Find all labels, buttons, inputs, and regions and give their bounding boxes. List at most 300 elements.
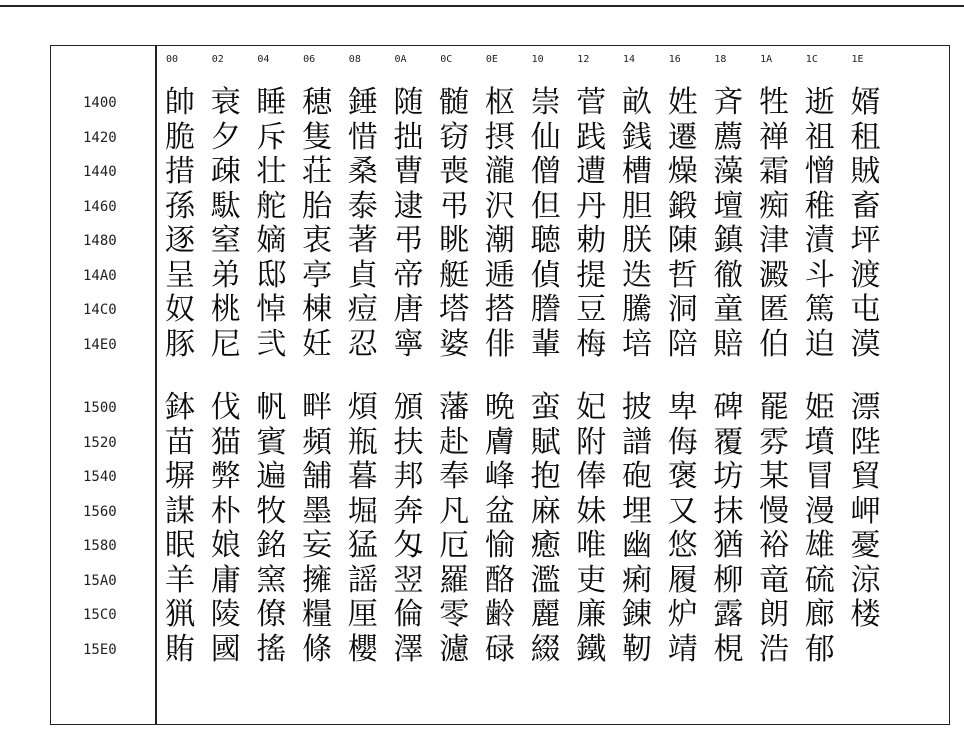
kanji-glyph: 姓 — [667, 85, 698, 120]
kanji-glyph: 澤 — [393, 631, 424, 667]
kanji-glyph: 壮 — [256, 154, 287, 189]
kanji-glyph: 搖 — [256, 631, 287, 667]
kanji-glyph: 埋 — [622, 493, 652, 529]
row-label: 15C0 — [83, 607, 117, 623]
column-header: 08 — [348, 54, 361, 65]
kanji-glyph: 聴 — [530, 223, 561, 258]
kanji-glyph: 雄 — [804, 528, 835, 563]
kanji-glyph: 棟 — [302, 292, 333, 327]
kanji-glyph: 厄 — [439, 528, 470, 563]
kanji-glyph: 蛮 — [530, 390, 561, 425]
kanji-glyph: 譜 — [622, 424, 652, 460]
kanji-glyph: 齢 — [484, 597, 515, 632]
kanji-glyph: 伐 — [210, 390, 241, 425]
kanji-glyph: 澱 — [759, 257, 790, 293]
column-header: 1E — [851, 54, 864, 65]
kanji-glyph: 牲 — [759, 85, 790, 120]
kanji-glyph: 洞 — [667, 292, 698, 327]
row-label: 1420 — [83, 129, 117, 146]
kanji-glyph: 娘 — [210, 528, 241, 563]
character-row — [160, 120, 900, 156]
character-row — [160, 459, 900, 495]
kanji-glyph: 柳 — [713, 562, 744, 598]
kanji-glyph: 猶 — [713, 528, 744, 563]
kanji-glyph: 郁 — [804, 631, 835, 667]
kanji-glyph: 賓 — [256, 424, 287, 460]
column-header: 0E — [485, 54, 498, 65]
kanji-glyph: 慢 — [759, 493, 790, 529]
kanji-glyph: 祖 — [804, 119, 835, 155]
kanji-glyph: 苗 — [165, 424, 195, 460]
kanji-glyph: 豚 — [165, 326, 195, 362]
kanji-glyph: 篤 — [804, 292, 835, 327]
kanji-glyph: 硫 — [804, 562, 835, 598]
column-header: 0A — [394, 54, 407, 65]
kanji-glyph: 鐵 — [576, 631, 607, 667]
character-row — [160, 85, 900, 121]
kanji-glyph: 枢 — [484, 85, 515, 120]
kanji-glyph: 陛 — [850, 424, 881, 460]
kanji-glyph: 墳 — [804, 424, 835, 460]
character-row — [160, 563, 900, 599]
kanji-glyph: 荘 — [302, 154, 333, 189]
kanji-glyph: 濾 — [439, 631, 470, 667]
character-row — [160, 632, 900, 668]
kanji-glyph: 髄 — [439, 85, 470, 120]
kanji-glyph: 哲 — [667, 257, 698, 293]
kanji-glyph: 呈 — [165, 257, 195, 293]
column-header: 04 — [257, 54, 270, 65]
kanji-glyph: 羅 — [439, 562, 470, 598]
kanji-glyph: 夕 — [210, 119, 241, 155]
kanji-glyph: 租 — [850, 119, 881, 155]
kanji-glyph: 培 — [622, 326, 652, 362]
character-row — [160, 189, 900, 225]
label-column-divider — [155, 45, 157, 725]
kanji-glyph: 藻 — [713, 154, 744, 189]
kanji-glyph: 愉 — [484, 528, 515, 563]
kanji-glyph: 艇 — [439, 257, 470, 293]
column-header: 1A — [760, 54, 773, 65]
kanji-glyph: 謄 — [530, 292, 561, 327]
kanji-glyph: 邸 — [256, 257, 287, 293]
kanji-glyph: 鎮 — [713, 223, 744, 258]
kanji-glyph: 砲 — [622, 459, 652, 494]
kanji-glyph: 帥 — [165, 85, 195, 120]
kanji-glyph: 霜 — [759, 154, 790, 189]
kanji-glyph: 麗 — [530, 597, 561, 632]
kanji-glyph: 廊 — [804, 597, 835, 632]
kanji-glyph: 頻 — [302, 424, 333, 460]
kanji-glyph: 碑 — [713, 390, 744, 425]
row-label: 14A0 — [83, 267, 117, 284]
kanji-glyph: 浩 — [759, 631, 790, 667]
kanji-glyph: 梘 — [713, 631, 744, 667]
kanji-glyph: 亭 — [302, 257, 333, 293]
kanji-glyph: 喪 — [439, 154, 470, 189]
kanji-glyph: 偵 — [530, 257, 561, 293]
kanji-glyph: 牧 — [256, 493, 287, 529]
kanji-glyph: 徹 — [713, 257, 744, 293]
kanji-glyph: 倫 — [393, 597, 424, 632]
kanji-glyph: 鉢 — [165, 390, 195, 425]
kanji-glyph: 僧 — [530, 154, 561, 189]
kanji-glyph: 羊 — [165, 562, 195, 598]
kanji-glyph: 塔 — [439, 292, 470, 327]
kanji-glyph: 寧 — [393, 326, 424, 362]
kanji-glyph: 随 — [393, 85, 424, 120]
kanji-glyph: 翌 — [393, 562, 424, 598]
kanji-glyph: 嫡 — [256, 223, 287, 258]
kanji-glyph: 沢 — [484, 188, 515, 224]
kanji-glyph: 漫 — [804, 493, 835, 529]
kanji-glyph: 燥 — [667, 154, 698, 189]
kanji-glyph: 弔 — [393, 223, 424, 258]
kanji-glyph: 衷 — [302, 223, 333, 258]
character-row — [160, 425, 900, 461]
kanji-glyph: 迭 — [622, 257, 652, 293]
kanji-glyph: 堀 — [347, 493, 378, 529]
kanji-glyph: 竜 — [759, 562, 790, 598]
kanji-glyph: 逐 — [165, 223, 195, 258]
kanji-glyph: 痴 — [759, 188, 790, 224]
kanji-glyph: 匿 — [759, 292, 790, 327]
kanji-glyph: 禅 — [759, 119, 790, 155]
kanji-glyph: 窒 — [210, 223, 241, 258]
kanji-glyph: 婆 — [439, 326, 470, 362]
column-header: 18 — [714, 54, 727, 65]
column-header: 06 — [303, 54, 316, 65]
character-row — [160, 223, 900, 259]
kanji-glyph: 俳 — [484, 326, 515, 362]
kanji-glyph: 痘 — [347, 292, 378, 327]
kanji-glyph: 眠 — [165, 528, 195, 563]
kanji-glyph: 鍛 — [667, 188, 698, 224]
kanji-glyph: 瓶 — [347, 424, 378, 460]
kanji-glyph: 仙 — [530, 119, 561, 155]
kanji-glyph: 胆 — [622, 188, 652, 224]
kanji-glyph: 綴 — [530, 631, 561, 667]
kanji-glyph: 抱 — [530, 459, 561, 494]
kanji-glyph: 賊 — [850, 154, 881, 189]
kanji-glyph: 覆 — [713, 424, 744, 460]
kanji-glyph: 梅 — [576, 326, 607, 362]
kanji-glyph: 朴 — [210, 493, 241, 529]
kanji-glyph: 拙 — [393, 119, 424, 155]
kanji-glyph: 匁 — [393, 528, 424, 563]
kanji-glyph: 斉 — [713, 85, 744, 120]
kanji-glyph: 憎 — [804, 154, 835, 189]
kanji-glyph: 陪 — [667, 326, 698, 362]
top-rule — [0, 5, 964, 7]
kanji-glyph: 摂 — [484, 119, 515, 155]
kanji-glyph: 舗 — [302, 459, 333, 494]
kanji-glyph: 妹 — [576, 493, 607, 529]
kanji-glyph: 曹 — [393, 154, 424, 189]
kanji-glyph: 岬 — [850, 493, 881, 529]
kanji-glyph: 帝 — [393, 257, 424, 293]
kanji-glyph: 謡 — [347, 562, 378, 598]
kanji-glyph: 錘 — [347, 85, 378, 120]
character-row — [160, 154, 900, 190]
kanji-glyph: 又 — [667, 493, 698, 529]
character-row — [160, 390, 900, 426]
kanji-glyph: 侮 — [667, 424, 698, 460]
kanji-glyph: 舵 — [256, 188, 287, 224]
kanji-glyph: 隻 — [302, 119, 333, 155]
kanji-glyph: 國 — [210, 631, 241, 667]
kanji-glyph: 崇 — [530, 85, 561, 120]
column-header: 0C — [440, 54, 453, 65]
kanji-glyph: 錬 — [622, 597, 652, 632]
kanji-glyph: 姫 — [804, 390, 835, 425]
kanji-glyph: 胎 — [302, 188, 333, 224]
kanji-glyph: 漠 — [850, 326, 881, 362]
kanji-glyph: 雰 — [759, 424, 790, 460]
kanji-glyph: 幽 — [622, 528, 652, 563]
kanji-glyph: 著 — [347, 223, 378, 258]
kanji-glyph: 逝 — [804, 85, 835, 120]
kanji-glyph: 潮 — [484, 223, 515, 258]
kanji-glyph: 扶 — [393, 424, 424, 460]
kanji-glyph: 賄 — [165, 631, 195, 667]
kanji-glyph: 赴 — [439, 424, 470, 460]
kanji-glyph: 穂 — [302, 85, 333, 120]
kanji-glyph: 弊 — [210, 459, 241, 494]
row-label: 14E0 — [83, 336, 117, 353]
kanji-glyph: 擁 — [302, 562, 333, 598]
kanji-glyph: 罷 — [759, 390, 790, 425]
character-row — [160, 258, 900, 294]
row-label: 1440 — [83, 164, 117, 180]
kanji-glyph: 靖 — [667, 631, 698, 667]
kanji-glyph: 槽 — [622, 154, 652, 189]
kanji-glyph: 陳 — [667, 223, 698, 258]
kanji-glyph: 豆 — [576, 292, 607, 327]
kanji-glyph: 貿 — [850, 459, 881, 494]
kanji-glyph: 迫 — [804, 326, 835, 362]
kanji-glyph: 帆 — [256, 390, 287, 425]
kanji-glyph: 陵 — [210, 597, 241, 632]
kanji-glyph: 桑 — [347, 154, 378, 189]
kanji-glyph: 脆 — [165, 119, 195, 155]
kanji-glyph: 煩 — [347, 390, 378, 425]
row-label: 1560 — [83, 503, 117, 520]
column-header: 16 — [668, 54, 681, 65]
kanji-glyph: 俸 — [576, 459, 607, 494]
kanji-glyph: 凡 — [439, 493, 470, 529]
kanji-glyph: 裕 — [759, 528, 790, 563]
kanji-glyph: 庸 — [210, 562, 241, 598]
kanji-glyph: 斥 — [256, 119, 287, 155]
kanji-glyph: 炉 — [667, 597, 698, 632]
kanji-glyph: 痢 — [622, 562, 652, 598]
row-label: 1480 — [83, 233, 117, 249]
kanji-glyph: 糧 — [302, 597, 333, 632]
kanji-glyph: 斗 — [804, 257, 835, 293]
row-label: 1460 — [83, 198, 117, 215]
kanji-glyph: 憂 — [850, 528, 881, 563]
kanji-glyph: 藩 — [439, 390, 470, 425]
kanji-glyph: 駄 — [210, 188, 241, 224]
character-row — [160, 597, 900, 633]
kanji-glyph: 勅 — [576, 223, 607, 258]
kanji-glyph: 疎 — [210, 154, 241, 189]
kanji-glyph: 屯 — [850, 292, 881, 327]
kanji-glyph: 猟 — [165, 597, 195, 632]
kanji-glyph: 碌 — [484, 631, 515, 667]
kanji-glyph: 褒 — [667, 459, 698, 494]
kanji-glyph: 露 — [713, 597, 744, 632]
kanji-glyph: 妊 — [302, 326, 333, 362]
kanji-glyph: 唐 — [393, 292, 424, 327]
kanji-glyph: 附 — [576, 424, 607, 460]
kanji-glyph: 朗 — [759, 597, 790, 632]
column-header: 12 — [577, 54, 590, 65]
kanji-glyph: 渡 — [850, 257, 881, 293]
character-row — [160, 528, 900, 564]
kanji-glyph: 涼 — [850, 562, 881, 598]
character-row — [160, 494, 900, 530]
kanji-glyph: 僚 — [256, 597, 287, 632]
kanji-glyph: 貞 — [347, 257, 378, 293]
kanji-glyph: 履 — [667, 562, 698, 598]
kanji-glyph: 桃 — [210, 292, 241, 327]
column-header: 02 — [211, 54, 224, 65]
row-label: 1520 — [83, 434, 117, 451]
column-header: 10 — [531, 54, 544, 65]
row-label: 1580 — [83, 538, 117, 554]
kanji-glyph: 童 — [713, 292, 744, 327]
kanji-glyph: 麻 — [530, 493, 561, 529]
row-label: 14C0 — [83, 302, 117, 318]
kanji-glyph: 漬 — [804, 223, 835, 258]
kanji-glyph: 晩 — [484, 390, 515, 425]
kanji-glyph: 婿 — [850, 85, 881, 120]
kanji-glyph: 披 — [622, 390, 652, 425]
kanji-glyph: 癒 — [530, 528, 561, 563]
kanji-glyph: 畜 — [850, 188, 881, 224]
kanji-glyph: 遷 — [667, 119, 698, 155]
kanji-glyph: 零 — [439, 597, 470, 632]
kanji-glyph: 厘 — [347, 597, 378, 632]
kanji-glyph: 靭 — [622, 631, 652, 667]
kanji-glyph: 践 — [576, 119, 607, 155]
kanji-glyph: 卑 — [667, 390, 698, 425]
column-header-row — [160, 54, 920, 70]
kanji-glyph: 銘 — [256, 528, 287, 563]
kanji-glyph: 菅 — [576, 85, 607, 120]
row-label: 1500 — [83, 400, 117, 416]
kanji-glyph: 頒 — [393, 390, 424, 425]
kanji-glyph: 櫻 — [347, 631, 378, 667]
column-header: 1C — [805, 54, 818, 65]
kanji-glyph: 酪 — [484, 562, 515, 598]
kanji-glyph: 峰 — [484, 459, 515, 494]
kanji-glyph: 抹 — [713, 493, 744, 529]
kanji-glyph: 伯 — [759, 326, 790, 362]
kanji-glyph: 朕 — [622, 223, 652, 258]
kanji-glyph: 漂 — [850, 390, 881, 425]
kanji-glyph: 奉 — [439, 459, 470, 494]
column-header: 14 — [623, 54, 636, 65]
kanji-glyph: 瀧 — [484, 154, 515, 189]
kanji-glyph: 窯 — [256, 562, 287, 598]
kanji-glyph: 邦 — [393, 459, 424, 494]
kanji-glyph: 但 — [530, 188, 561, 224]
kanji-glyph: 津 — [759, 223, 790, 258]
kanji-glyph: 妄 — [302, 528, 333, 563]
kanji-glyph: 悼 — [256, 292, 287, 327]
kanji-glyph: 丹 — [576, 188, 607, 224]
kanji-glyph: 壇 — [713, 188, 744, 224]
kanji-glyph: 稚 — [804, 188, 835, 224]
kanji-glyph: 窃 — [439, 119, 470, 155]
kanji-glyph: 搭 — [484, 292, 515, 327]
kanji-glyph: 弟 — [210, 257, 241, 293]
kanji-glyph: 提 — [576, 257, 607, 293]
kanji-glyph: 坪 — [850, 223, 881, 258]
kanji-glyph: 孫 — [165, 188, 195, 224]
kanji-glyph: 膚 — [484, 424, 515, 460]
kanji-glyph: 條 — [302, 631, 333, 667]
kanji-glyph: 遍 — [256, 459, 287, 494]
row-label: 15A0 — [83, 572, 117, 589]
kanji-glyph: 銭 — [622, 119, 652, 155]
kanji-glyph: 逮 — [393, 188, 424, 224]
kanji-glyph: 賠 — [713, 326, 744, 362]
kanji-glyph: 暮 — [347, 459, 378, 494]
kanji-glyph: 猫 — [210, 424, 241, 460]
kanji-glyph: 睡 — [256, 85, 287, 120]
kanji-glyph: 尼 — [210, 326, 241, 362]
kanji-glyph: 眺 — [439, 223, 470, 258]
kanji-glyph: 冒 — [804, 459, 835, 494]
kanji-glyph: 薦 — [713, 119, 744, 155]
kanji-glyph: 廉 — [576, 597, 607, 632]
row-label: 1540 — [83, 469, 117, 485]
kanji-glyph: 唯 — [576, 528, 607, 563]
kanji-glyph: 悠 — [667, 528, 698, 563]
kanji-glyph: 畝 — [622, 85, 652, 120]
kanji-glyph: 賦 — [530, 424, 561, 460]
kanji-glyph: 惜 — [347, 119, 378, 155]
kanji-glyph: 某 — [759, 459, 790, 494]
character-row — [160, 327, 900, 363]
kanji-glyph: 逓 — [484, 257, 515, 293]
kanji-glyph: 弔 — [439, 188, 470, 224]
row-label: 1400 — [83, 95, 117, 111]
row-label: 15E0 — [83, 641, 117, 658]
kanji-glyph: 畔 — [302, 390, 333, 425]
kanji-glyph: 猛 — [347, 528, 378, 563]
kanji-glyph: 盆 — [484, 493, 515, 529]
kanji-glyph: 謀 — [165, 493, 195, 529]
column-header: 00 — [166, 54, 179, 65]
kanji-glyph: 衰 — [210, 85, 241, 120]
kanji-glyph: 濫 — [530, 562, 561, 598]
kanji-glyph: 妃 — [576, 390, 607, 425]
kanji-glyph: 遭 — [576, 154, 607, 189]
kanji-glyph: 措 — [165, 154, 195, 189]
kanji-glyph: 奔 — [393, 493, 424, 529]
kanji-glyph: 奴 — [165, 292, 195, 327]
kanji-glyph: 吏 — [576, 562, 607, 598]
character-row — [160, 292, 900, 328]
kanji-glyph: 弐 — [256, 326, 287, 362]
kanji-glyph: 坊 — [713, 459, 744, 494]
kanji-glyph: 騰 — [622, 292, 652, 327]
